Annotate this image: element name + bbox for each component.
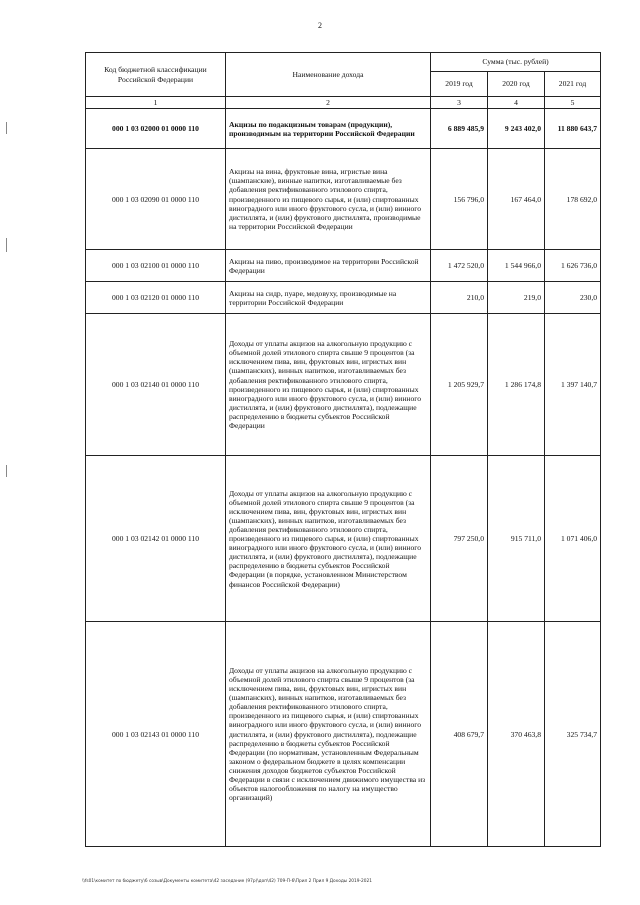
row-value-2021: 11 880 643,7	[545, 109, 601, 149]
row-value-2019: 156 796,0	[431, 149, 488, 250]
column-number: 3	[431, 97, 488, 109]
table-row	[86, 109, 601, 149]
name-header: Наименование дохода	[226, 53, 431, 97]
row-name: Доходы от уплаты акцизов на алкогольную продукцию с объемной долей этилового спирта свыше 9 процентов (за исключением пива, вин, фруктовых вин, игристых вин (шампанских), винных напитков, изготавливаемых без добавления ректификованного этилового спирта, произведенного из пищевого сырья, и (или) спиртованных виноградного или иного фруктового сусла, и (или) винного дистиллята, и (или) фруктового дистиллята), подлежащие распределению в бюджеты субъектов Российской Федерации	[226, 314, 431, 456]
year-header-2019: 2019 год	[431, 72, 488, 97]
row-value-2020: 915 711,0	[488, 456, 545, 622]
row-value-2021: 230,0	[545, 282, 601, 314]
row-value-2021: 1 626 736,0	[545, 250, 601, 282]
margin-mark	[6, 122, 7, 134]
column-number: 2	[226, 97, 431, 109]
column-number: 5	[545, 97, 601, 109]
row-code: 000 1 03 02140 01 0000 110	[86, 314, 226, 456]
row-name: Акцизы на пиво, производимое на территории Российской Федерации	[226, 250, 431, 282]
row-name: Доходы от уплаты акцизов на алкогольную продукцию с объемной долей этилового спирта свыше 9 процентов (за исключением пива, вин, фруктовых вин, игристых вин (шампанских), винных напитков, изготавливаемых без добавления ректификованного этилового спирта, произведенного из пищевого сырья, и (или) спиртованных виноградного или иного фруктового сусла, и (или) винного дистиллята, и (или) фруктового дистиллята), подлежащие распределению в бюджеты субъектов Российской Федерации (в порядке, установленном Министерством финансов Российской Федерации)	[226, 456, 431, 622]
row-value-2021: 1 397 140,7	[545, 314, 601, 456]
row-value-2020: 1 544 966,0	[488, 250, 545, 282]
row-name: Акцизы на сидр, пуаре, медовуху, производимые на территории Российской Федерации	[226, 282, 431, 314]
year-header-2021: 2021 год	[545, 72, 601, 97]
margin-mark	[6, 238, 7, 252]
row-value-2019: 408 679,7	[431, 622, 488, 847]
row-value-2021: 325 734,7	[545, 622, 601, 847]
row-value-2019: 1 205 929,7	[431, 314, 488, 456]
sum-header: Сумма (тыс. рублей)	[431, 53, 601, 72]
year-header-2020: 2020 год	[488, 72, 545, 97]
row-name: Акцизы на вина, фруктовые вина, игристые вина (шампанские), винные напитки, изготавливаемые без добавления ректификованного этилового спирта, произведенного из пищевого сырья, и (или) спиртованных виноградного или иного фруктового сусла, и (или) винного дистиллята, и (или) фруктового дистиллята, производимые на территории Российской Федерации	[226, 149, 431, 250]
table-row	[86, 250, 601, 282]
column-number: 1	[86, 97, 226, 109]
file-path-footer: \\fs01\комитет по бюджету\6 созыв\Документы комитета\42 заседание (97р)\доп\42) 709-П-6\Прил 2 Прил 9 Доходы 2019-2021	[82, 879, 372, 884]
header-row	[86, 53, 601, 72]
row-value-2020: 167 464,0	[488, 149, 545, 250]
column-number-row	[86, 97, 601, 109]
row-value-2021: 1 071 406,0	[545, 456, 601, 622]
row-value-2019: 1 472 520,0	[431, 250, 488, 282]
table-row	[86, 314, 601, 456]
row-code: 000 1 03 02143 01 0000 110	[86, 622, 226, 847]
margin-mark	[6, 465, 7, 477]
table-row	[86, 282, 601, 314]
row-name: Доходы от уплаты акцизов на алкогольную продукцию с объемной долей этилового спирта свыше 9 процентов (за исключением пива, вин, фруктовых вин, игристых вин (шампанских), винных напитков, изготавливаемых без добавления ректификованного этилового спирта, произведенного из пищевого сырья, и (или) спиртованных виноградного или иного фруктового сусла, и (или) винного дистиллята, и (или) фруктового дистиллята), подлежащие распределению в бюджеты субъектов Российской Федерации (по нормативам, установленным Федеральным законом о федеральном бюджете в целях компенсации снижения доходов бюджетов субъектов Российской Федерации в связи с исключением движимого имущества из объектов налогообложения по налогу на имущество организаций)	[226, 622, 431, 847]
row-value-2020: 1 286 174,8	[488, 314, 545, 456]
row-code: 000 1 03 02000 01 0000 110	[86, 109, 226, 149]
table-row	[86, 622, 601, 847]
row-value-2019: 797 250,0	[431, 456, 488, 622]
row-value-2019: 6 889 485,9	[431, 109, 488, 149]
row-code: 000 1 03 02100 01 0000 110	[86, 250, 226, 282]
row-value-2021: 178 692,0	[545, 149, 601, 250]
page-number: 2	[318, 21, 322, 30]
code-header: Код бюджетной классификации Российской Федерации	[86, 53, 226, 97]
row-code: 000 1 03 02090 01 0000 110	[86, 149, 226, 250]
column-number: 4	[488, 97, 545, 109]
row-value-2019: 210,0	[431, 282, 488, 314]
row-code: 000 1 03 02142 01 0000 110	[86, 456, 226, 622]
row-code: 000 1 03 02120 01 0000 110	[86, 282, 226, 314]
row-value-2020: 370 463,8	[488, 622, 545, 847]
row-name: Акцизы по подакцизным товарам (продукции), производимым на территории Российской Федерации	[226, 109, 431, 149]
table-row	[86, 149, 601, 250]
table-row	[86, 456, 601, 622]
revenue-table	[85, 52, 601, 847]
row-value-2020: 219,0	[488, 282, 545, 314]
row-value-2020: 9 243 402,0	[488, 109, 545, 149]
